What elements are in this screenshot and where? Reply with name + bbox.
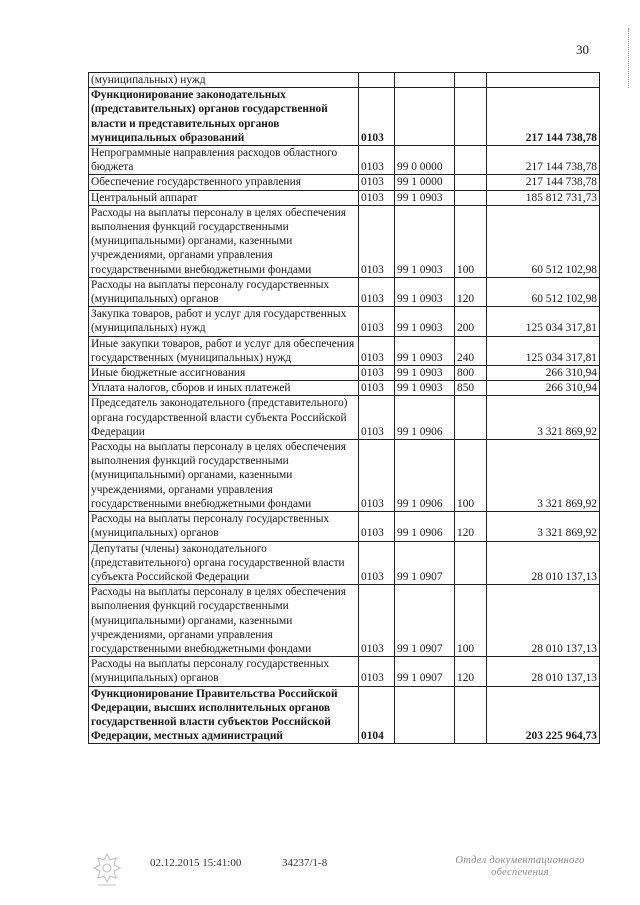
row-section-cell: 0103 bbox=[359, 657, 395, 686]
row-section-cell: 0103 bbox=[359, 396, 395, 440]
table-row bbox=[89, 541, 600, 585]
department-stamp-line2: обеспечения bbox=[491, 867, 549, 878]
row-sum-cell: 125 034 317,81 bbox=[487, 336, 600, 365]
row-type-cell bbox=[455, 686, 487, 744]
table-row bbox=[89, 585, 600, 657]
row-sum-cell: 28 010 137,13 bbox=[487, 657, 600, 686]
table-row bbox=[89, 366, 600, 381]
row-name-cell: Расходы на выплаты персоналу государственных (муниципальных) органов bbox=[89, 512, 359, 541]
row-name-cell: Депутаты (члены) законодательного (представительного) органа государственной власти субъекта Российской Федерации bbox=[89, 541, 359, 585]
row-section-cell: 0103 bbox=[359, 381, 395, 396]
row-target-cell: 99 1 0903 bbox=[395, 190, 455, 205]
row-target-cell: 99 1 0903 bbox=[395, 366, 455, 381]
table-row bbox=[89, 205, 600, 277]
table-row bbox=[89, 396, 600, 440]
row-section-cell: 0103 bbox=[359, 175, 395, 190]
row-section-cell: 0103 bbox=[359, 190, 395, 205]
row-target-cell: 99 1 0000 bbox=[395, 175, 455, 190]
table-row bbox=[89, 307, 600, 336]
row-target-cell: 99 0 0000 bbox=[395, 146, 455, 175]
row-type-cell bbox=[455, 190, 487, 205]
row-sum-cell: 3 321 869,92 bbox=[487, 512, 600, 541]
row-name-cell: Расходы на выплаты персоналу в целях обеспечения выполнения функций государственными (муниципальными) органами, казенными учреждениями, органами управления государственными внебюджетными фондами bbox=[89, 440, 359, 512]
row-sum-cell: 185 812 731,73 bbox=[487, 190, 600, 205]
row-sum-cell: 3 321 869,92 bbox=[487, 440, 600, 512]
table-row bbox=[89, 88, 600, 146]
row-sum-cell: 266 310,94 bbox=[487, 366, 600, 381]
row-section-cell: 0103 bbox=[359, 440, 395, 512]
row-sum-cell: 60 512 102,98 bbox=[487, 277, 600, 306]
row-type-cell: 200 bbox=[455, 307, 487, 336]
row-target-cell: 99 1 0907 bbox=[395, 657, 455, 686]
row-name-cell: Закупка товаров, работ и услуг для государственных (муниципальных) нужд bbox=[89, 307, 359, 336]
row-target-cell: 99 1 0903 bbox=[395, 307, 455, 336]
table-row bbox=[89, 381, 600, 396]
row-sum-cell: 60 512 102,98 bbox=[487, 205, 600, 277]
budget-table bbox=[88, 72, 600, 744]
row-sum-cell: 3 321 869,92 bbox=[487, 396, 600, 440]
row-sum-cell: 28 010 137,13 bbox=[487, 585, 600, 657]
row-section-cell: 0103 bbox=[359, 512, 395, 541]
row-section-cell: 0103 bbox=[359, 585, 395, 657]
row-section-cell: 0104 bbox=[359, 686, 395, 744]
row-type-cell bbox=[455, 88, 487, 146]
row-section-cell: 0103 bbox=[359, 277, 395, 306]
row-name-cell: Расходы на выплаты персоналу в целях обеспечения выполнения функций государственными (муниципальными) органами, казенными учреждениями, органами управления государственными внебюджетными фондами bbox=[89, 205, 359, 277]
row-type-cell: 850 bbox=[455, 381, 487, 396]
row-type-cell: 120 bbox=[455, 277, 487, 306]
row-type-cell: 120 bbox=[455, 512, 487, 541]
row-type-cell bbox=[455, 175, 487, 190]
row-section-cell bbox=[359, 73, 395, 88]
row-target-cell: 99 1 0903 bbox=[395, 336, 455, 365]
row-type-cell: 800 bbox=[455, 366, 487, 381]
row-name-cell: Расходы на выплаты персоналу в целях обеспечения выполнения функций государственными (муниципальными) органами, казенными учреждениями, органами управления государственными внебюджетными фондами bbox=[89, 585, 359, 657]
row-sum-cell: 203 225 964,73 bbox=[487, 686, 600, 744]
row-section-cell: 0103 bbox=[359, 205, 395, 277]
table-row bbox=[89, 190, 600, 205]
row-section-cell: 0103 bbox=[359, 146, 395, 175]
row-sum-cell bbox=[487, 73, 600, 88]
row-sum-cell: 217 144 738,78 bbox=[487, 88, 600, 146]
row-target-cell: 99 1 0906 bbox=[395, 396, 455, 440]
table-row bbox=[89, 686, 600, 744]
row-name-cell: Председатель законодательного (представительного) органа государственной власти субъекта Российской Федерации bbox=[89, 396, 359, 440]
row-target-cell bbox=[395, 686, 455, 744]
department-stamp-line1: Отдел документационного bbox=[455, 855, 585, 866]
footer-datetime: 02.12.2015 15:41:00 bbox=[150, 857, 242, 869]
row-sum-cell: 28 010 137,13 bbox=[487, 541, 600, 585]
budget-table-body bbox=[89, 73, 600, 744]
row-section-cell: 0103 bbox=[359, 541, 395, 585]
table-row bbox=[89, 277, 600, 306]
row-sum-cell: 125 034 317,81 bbox=[487, 307, 600, 336]
row-name-cell: Непрограммные направления расходов областного бюджета bbox=[89, 146, 359, 175]
row-name-cell: Расходы на выплаты персоналу государственных (муниципальных) органов bbox=[89, 277, 359, 306]
table-row bbox=[89, 657, 600, 686]
row-name-cell: Уплата налогов, сборов и иных платежей bbox=[89, 381, 359, 396]
table-row bbox=[89, 336, 600, 365]
row-target-cell: 99 1 0907 bbox=[395, 585, 455, 657]
row-section-cell: 0103 bbox=[359, 336, 395, 365]
row-type-cell: 100 bbox=[455, 440, 487, 512]
row-section-cell: 0103 bbox=[359, 366, 395, 381]
row-sum-cell: 217 144 738,78 bbox=[487, 175, 600, 190]
row-section-cell: 0103 bbox=[359, 307, 395, 336]
row-type-cell bbox=[455, 146, 487, 175]
row-type-cell: 120 bbox=[455, 657, 487, 686]
row-type-cell bbox=[455, 396, 487, 440]
row-target-cell: 99 1 0906 bbox=[395, 440, 455, 512]
table-row bbox=[89, 73, 600, 88]
row-sum-cell: 266 310,94 bbox=[487, 381, 600, 396]
row-target-cell: 99 1 0903 bbox=[395, 381, 455, 396]
row-target-cell: 99 1 0903 bbox=[395, 205, 455, 277]
row-name-cell: Обеспечение государственного управления bbox=[89, 175, 359, 190]
row-target-cell bbox=[395, 88, 455, 146]
row-type-cell bbox=[455, 541, 487, 585]
row-target-cell: 99 1 0903 bbox=[395, 277, 455, 306]
row-name-cell: Иные закупки товаров, работ и услуг для обеспечения государственных (муниципальных) нужд bbox=[89, 336, 359, 365]
row-target-cell bbox=[395, 73, 455, 88]
table-row bbox=[89, 440, 600, 512]
emblem-icon bbox=[92, 852, 122, 888]
row-name-cell: Расходы на выплаты персоналу государственных (муниципальных) органов bbox=[89, 657, 359, 686]
row-sum-cell: 217 144 738,78 bbox=[487, 146, 600, 175]
row-name-cell: Функционирование Правительства Российской Федерации, высших исполнительных органов государственной власти субъектов Российской Федерации, местных администраций bbox=[89, 686, 359, 744]
row-name-cell: Центральный аппарат bbox=[89, 190, 359, 205]
row-section-cell: 0103 bbox=[359, 88, 395, 146]
table-row bbox=[89, 146, 600, 175]
row-name-cell: (муниципальных) нужд bbox=[89, 73, 359, 88]
row-type-cell bbox=[455, 73, 487, 88]
row-name-cell: Иные бюджетные ассигнования bbox=[89, 366, 359, 381]
row-type-cell: 100 bbox=[455, 585, 487, 657]
table-row bbox=[89, 175, 600, 190]
row-type-cell: 240 bbox=[455, 336, 487, 365]
row-target-cell: 99 1 0907 bbox=[395, 541, 455, 585]
page-number: 30 bbox=[576, 42, 589, 57]
row-target-cell: 99 1 0906 bbox=[395, 512, 455, 541]
edge-marks bbox=[628, 28, 633, 88]
table-row bbox=[89, 512, 600, 541]
footer-doc-number: 34237/1-8 bbox=[282, 857, 328, 869]
department-stamp bbox=[447, 855, 593, 879]
row-type-cell: 100 bbox=[455, 205, 487, 277]
row-name-cell: Функционирование законодательных (представительных) органов государственной власти и представительных органов муниципальных образований bbox=[89, 88, 359, 146]
